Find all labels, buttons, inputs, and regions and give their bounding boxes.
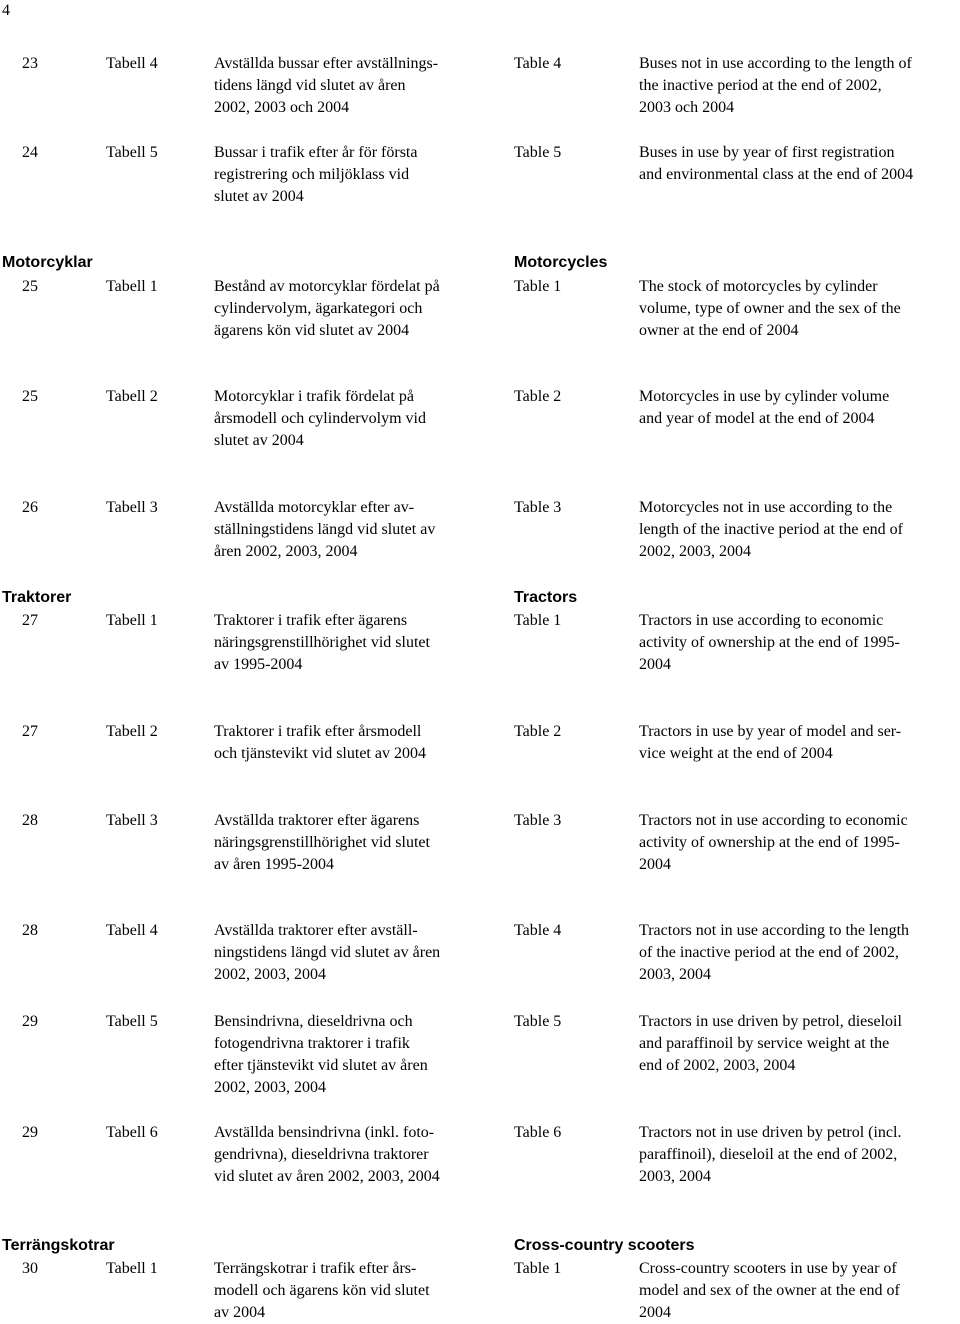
entry-title-sv <box>214 53 438 119</box>
entry-title-en <box>639 1122 901 1188</box>
entry-title-en <box>639 276 901 342</box>
entry-page: 25 <box>22 388 38 405</box>
title-line: Buses in use by year of first registration <box>639 144 895 161</box>
title-line: The stock of motorcycles by cylinder <box>639 278 878 295</box>
section-heading-en: Motorcycles <box>514 254 608 271</box>
title-line: cylindervolym, ägarkategori och <box>214 300 423 317</box>
entry-title-en <box>639 497 903 563</box>
title-line: näringsgrenstillhörighet vid slutet <box>214 834 430 851</box>
entry-table-sv: Tabell 1 <box>106 612 158 629</box>
title-line: Motorcycles not in use according to the <box>639 499 893 516</box>
entry-table-en: Table 2 <box>514 388 562 405</box>
section-heading-sv: Terrängskotrar <box>2 1237 115 1254</box>
title-line: Tractors not in use according to the length <box>639 922 910 939</box>
entry-page: 24 <box>22 144 38 161</box>
title-line: Terrängskotrar i trafik efter års- <box>214 1260 417 1277</box>
entry-page: 27 <box>22 612 38 629</box>
title-line: activity of ownership at the end of 1995- <box>639 634 900 651</box>
title-line: 2002, 2003, 2004 <box>214 966 326 983</box>
entry-table-en: Table 1 <box>514 278 562 295</box>
title-line: owner at the end of 2004 <box>639 322 799 339</box>
title-line: of the inactive period at the end of 2002, <box>639 944 899 961</box>
title-line: åren 2002, 2003, 2004 <box>214 543 358 560</box>
section-heading-sv: Traktorer <box>2 589 72 606</box>
entry-title-en <box>639 386 889 430</box>
title-line: Bussar i trafik efter år för första <box>214 144 418 161</box>
entry-page: 29 <box>22 1124 38 1141</box>
entry-table-sv: Tabell 6 <box>106 1124 158 1141</box>
title-line: 2004 <box>639 656 671 673</box>
entry-title-en <box>639 810 908 876</box>
entry-title-sv <box>214 276 440 342</box>
title-line: Avställda bensindrivna (inkl. foto- <box>214 1124 435 1141</box>
entry-title-en <box>639 142 913 186</box>
title-line: model and sex of the owner at the end of <box>639 1282 900 1299</box>
entry-table-sv: Tabell 5 <box>106 1013 158 1030</box>
title-line: tidens längd vid slutet av åren <box>214 77 406 94</box>
title-line: Bensindrivna, dieseldrivna och <box>214 1013 413 1030</box>
title-line: length of the inactive period at the end of <box>639 521 903 538</box>
entry-page: 25 <box>22 278 38 295</box>
title-line: Traktorer i trafik efter ägarens <box>214 612 408 629</box>
entry-title-en <box>639 1011 902 1077</box>
title-line: Avställda bussar efter avställnings- <box>214 55 439 72</box>
entry-table-en: Table 1 <box>514 1260 562 1277</box>
entry-page: 23 <box>22 55 38 72</box>
title-line: gendrivna), dieseldrivna traktorer <box>214 1146 429 1163</box>
section-heading-sv: Motorcyklar <box>2 254 93 271</box>
entry-title-sv <box>214 386 426 452</box>
entry-title-sv <box>214 1011 428 1099</box>
title-line: Bestånd av motorcyklar fördelat på <box>214 278 440 295</box>
title-line: 2002, 2003, 2004 <box>214 1079 326 1096</box>
title-line: 2002, 2003 och 2004 <box>214 99 350 116</box>
title-line: and year of model at the end of 2004 <box>639 410 875 427</box>
entry-table-en: Table 2 <box>514 723 562 740</box>
title-line: 2004 <box>639 1304 671 1321</box>
entry-title-sv <box>214 610 430 676</box>
entry-page: 28 <box>22 922 38 939</box>
title-line: 2002, 2003, 2004 <box>639 543 751 560</box>
title-line: Motorcycles in use by cylinder volume <box>639 388 890 405</box>
entry-title-en <box>639 721 901 765</box>
entry-title-sv <box>214 1122 440 1188</box>
entry-page: 27 <box>22 723 38 740</box>
title-line: volume, type of owner and the sex of the <box>639 300 901 317</box>
title-line: Avställda traktorer efter avställ- <box>214 922 418 939</box>
entry-table-sv: Tabell 4 <box>106 922 158 939</box>
title-line: årsmodell och cylindervolym vid <box>214 410 426 427</box>
title-line: av åren 1995-2004 <box>214 856 334 873</box>
entry-title-en <box>639 610 900 676</box>
entry-table-sv: Tabell 3 <box>106 499 158 516</box>
title-line: vice weight at the end of 2004 <box>639 745 833 762</box>
title-line: paraffinoil), dieseloil at the end of 2002, <box>639 1146 898 1163</box>
section-heading-en: Cross-country scooters <box>514 1237 695 1254</box>
entry-title-sv <box>214 721 426 765</box>
entry-table-sv: Tabell 1 <box>106 278 158 295</box>
page-number: 4 <box>2 2 10 19</box>
title-line: Tractors not in use driven by petrol (incl. <box>639 1124 902 1141</box>
title-line: slutet av 2004 <box>214 188 304 205</box>
title-line: 2004 <box>639 856 671 873</box>
entry-table-sv: Tabell 4 <box>106 55 158 72</box>
title-line: av 2004 <box>214 1304 266 1321</box>
entry-table-en: Table 4 <box>514 55 562 72</box>
title-line: registrering och miljöklass vid <box>214 166 410 183</box>
title-line: Traktorer i trafik efter årsmodell <box>214 723 422 740</box>
entry-table-en: Table 5 <box>514 144 562 161</box>
title-line: activity of ownership at the end of 1995- <box>639 834 900 851</box>
entry-table-sv: Tabell 3 <box>106 812 158 829</box>
title-line: Motorcyklar i trafik fördelat på <box>214 388 414 405</box>
entry-title-sv <box>214 810 430 876</box>
entry-table-sv: Tabell 5 <box>106 144 158 161</box>
title-line: Tractors in use according to economic <box>639 612 884 629</box>
entry-table-en: Table 3 <box>514 812 562 829</box>
title-line: Cross-country scooters in use by year of <box>639 1260 897 1277</box>
title-line: Tractors in use driven by petrol, dieseloil <box>639 1013 902 1030</box>
entry-page: 30 <box>22 1260 38 1277</box>
title-line: and environmental class at the end of 2004 <box>639 166 914 183</box>
title-line: av 1995-2004 <box>214 656 303 673</box>
title-line: Avställda motorcyklar efter av- <box>214 499 415 516</box>
title-line: ägarens kön vid slutet av 2004 <box>214 322 410 339</box>
entry-table-en: Table 3 <box>514 499 562 516</box>
entry-title-en <box>639 920 909 986</box>
title-line: näringsgrenstillhörighet vid slutet <box>214 634 430 651</box>
entry-table-en: Table 6 <box>514 1124 562 1141</box>
entry-table-sv: Tabell 1 <box>106 1260 158 1277</box>
entry-page: 29 <box>22 1013 38 1030</box>
title-line: slutet av 2004 <box>214 432 304 449</box>
title-line: fotogendrivna traktorer i trafik <box>214 1035 410 1052</box>
entry-title-en <box>639 53 912 119</box>
entry-title-sv <box>214 1258 430 1324</box>
entry-table-en: Table 1 <box>514 612 562 629</box>
entry-title-sv <box>214 920 440 986</box>
entry-table-en: Table 4 <box>514 922 562 939</box>
entry-title-sv <box>214 142 417 208</box>
section-heading-en: Tractors <box>514 589 578 606</box>
title-line: and paraffinoil by service weight at the <box>639 1035 890 1052</box>
title-line: vid slutet av åren 2002, 2003, 2004 <box>214 1168 440 1185</box>
entry-title-en <box>639 1258 900 1324</box>
entry-title-sv <box>214 497 435 563</box>
title-line: end of 2002, 2003, 2004 <box>639 1057 796 1074</box>
title-line: Avställda traktorer efter ägarens <box>214 812 420 829</box>
title-line: och tjänstevikt vid slutet av 2004 <box>214 745 426 762</box>
title-line: the inactive period at the end of 2002, <box>639 77 882 94</box>
entry-page: 26 <box>22 499 38 516</box>
title-line: 2003, 2004 <box>639 966 711 983</box>
title-line: efter tjänstevikt vid slutet av åren <box>214 1057 428 1074</box>
entry-table-sv: Tabell 2 <box>106 723 158 740</box>
title-line: 2003, 2004 <box>639 1168 711 1185</box>
entry-table-sv: Tabell 2 <box>106 388 158 405</box>
title-line: Buses not in use according to the length of <box>639 55 912 72</box>
title-line: ningstidens längd vid slutet av åren <box>214 944 441 961</box>
title-line: Tractors not in use according to economic <box>639 812 908 829</box>
title-line: 2003 och 2004 <box>639 99 735 116</box>
entry-page: 28 <box>22 812 38 829</box>
title-line: Tractors in use by year of model and ser- <box>639 723 902 740</box>
title-line: ställningstidens längd vid slutet av <box>214 521 436 538</box>
title-line: modell och ägarens kön vid slutet <box>214 1282 430 1299</box>
entry-table-en: Table 5 <box>514 1013 562 1030</box>
